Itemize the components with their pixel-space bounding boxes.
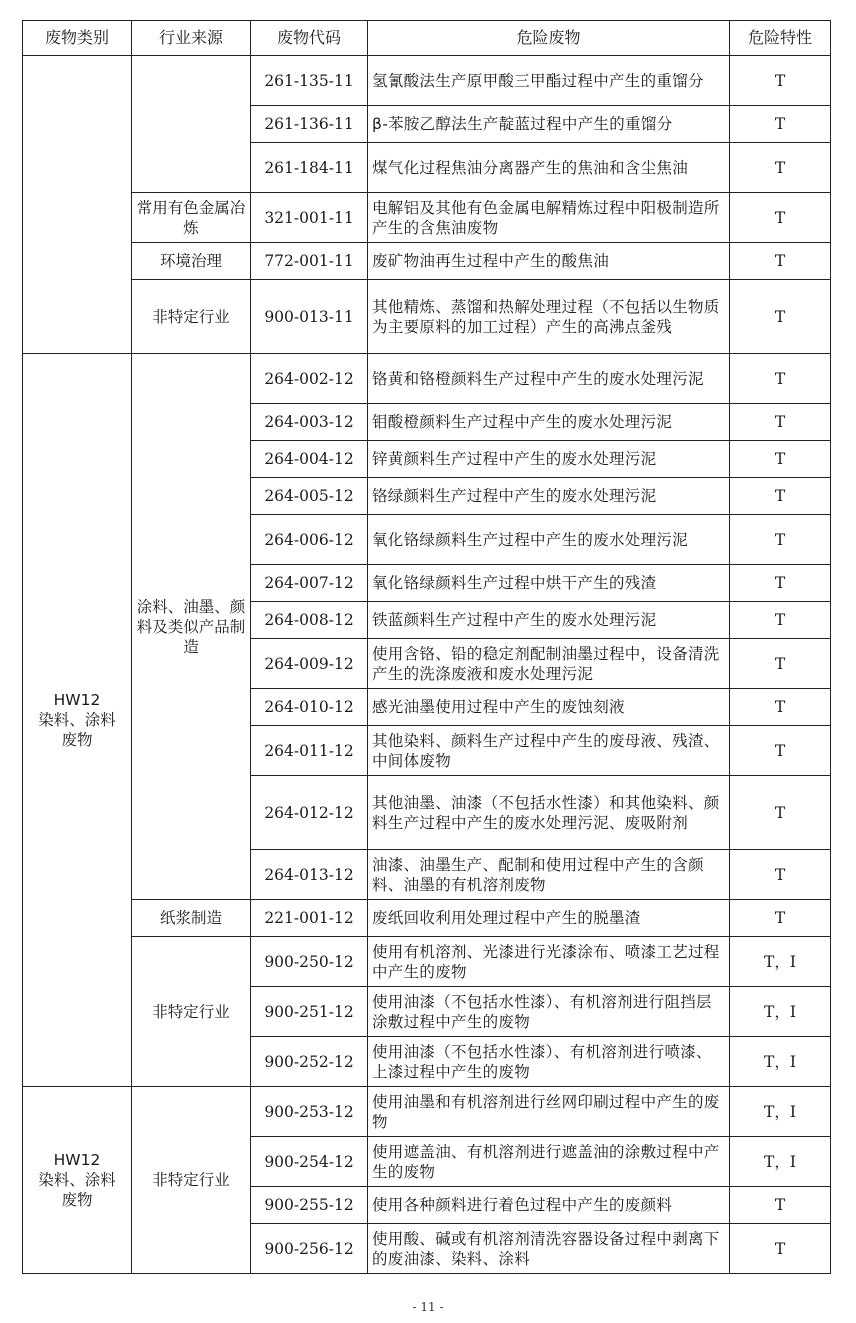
waste-description: 使用有机溶剂、光漆进行光漆涂布、喷漆工艺过程中产生的废物: [368, 937, 730, 987]
waste-code: 900-255-12: [251, 1187, 368, 1224]
header-waste: 危险废物: [368, 21, 730, 56]
waste-description: 使用酸、碱或有机溶剂清洗容器设备过程中剥离下的废油漆、染料、涂料: [368, 1224, 730, 1274]
waste-description: 油漆、油墨生产、配制和使用过程中产生的含颜料、油墨的有机溶剂废物: [368, 850, 730, 900]
hazard-property: T: [730, 193, 831, 243]
hazard-property: T: [730, 143, 831, 193]
hazard-property: T，I: [730, 987, 831, 1037]
hazard-property: T: [730, 565, 831, 602]
waste-code: 261-136-11: [251, 106, 368, 143]
table-row: [23, 193, 831, 243]
waste-description: 铁蓝颜料生产过程中产生的废水处理污泥: [368, 602, 730, 639]
waste-code: 900-254-12: [251, 1137, 368, 1187]
hazardous-waste-table: [22, 20, 831, 1274]
hazard-property: T: [730, 478, 831, 515]
waste-description: 锌黄颜料生产过程中产生的废水处理污泥: [368, 441, 730, 478]
waste-description: 感光油墨使用过程中产生的废蚀刻液: [368, 689, 730, 726]
waste-code: 261-184-11: [251, 143, 368, 193]
hazard-property: T: [730, 689, 831, 726]
waste-description: 使用油漆（不包括水性漆）、有机溶剂进行喷漆、上漆过程中产生的废物: [368, 1037, 730, 1087]
waste-code: 264-012-12: [251, 776, 368, 850]
waste-code: 264-004-12: [251, 441, 368, 478]
table-row: [23, 56, 831, 106]
hazard-property: T，I: [730, 937, 831, 987]
table-row: [23, 354, 831, 404]
hazard-property: T: [730, 243, 831, 280]
source-pulp: 纸浆制造: [132, 900, 251, 937]
hazard-property: T: [730, 441, 831, 478]
category-cell-empty: [23, 56, 132, 354]
waste-code: 772-001-11: [251, 243, 368, 280]
waste-code: 264-013-12: [251, 850, 368, 900]
hazard-property: T: [730, 404, 831, 441]
hazard-property: T: [730, 900, 831, 937]
waste-code: 264-005-12: [251, 478, 368, 515]
header-category: 废物类别: [23, 21, 132, 56]
hazard-property: T: [730, 850, 831, 900]
hazard-property: T: [730, 56, 831, 106]
waste-code: 264-009-12: [251, 639, 368, 689]
source-nonspecific: 非特定行业: [132, 1087, 251, 1274]
page-number: - 11 -: [412, 1300, 444, 1314]
waste-description: 钼酸橙颜料生产过程中产生的废水处理污泥: [368, 404, 730, 441]
table-header-row: [23, 21, 831, 56]
waste-description: 其他油墨、油漆（不包括水性漆）和其他染料、颜料生产过程中产生的废水处理污泥、废吸附剂: [368, 776, 730, 850]
waste-description: 其他精炼、蒸馏和热解处理过程（不包括以生物质为主要原料的加工过程）产生的高沸点釜残: [368, 280, 730, 354]
waste-description: 氧化铬绿颜料生产过程中烘干产生的残渣: [368, 565, 730, 602]
header-code: 废物代码: [251, 21, 368, 56]
waste-code: 900-013-11: [251, 280, 368, 354]
table-row: [23, 1087, 831, 1137]
hazard-property: T: [730, 639, 831, 689]
waste-code: 900-253-12: [251, 1087, 368, 1137]
waste-code: 264-003-12: [251, 404, 368, 441]
header-property: 危险特性: [730, 21, 831, 56]
waste-code: 264-008-12: [251, 602, 368, 639]
hazard-property: T: [730, 1224, 831, 1274]
waste-description: 铬绿颜料生产过程中产生的废水处理污泥: [368, 478, 730, 515]
hazard-property: T: [730, 776, 831, 850]
waste-code: 264-010-12: [251, 689, 368, 726]
waste-code: 264-006-12: [251, 515, 368, 565]
waste-description: 氧化铬绿颜料生产过程中产生的废水处理污泥: [368, 515, 730, 565]
header-source: 行业来源: [132, 21, 251, 56]
source-nonspecific: 非特定行业: [132, 937, 251, 1087]
waste-code: 900-256-12: [251, 1224, 368, 1274]
table-row: [23, 243, 831, 280]
category-hw12: HW12 染料、涂料 废物: [23, 354, 132, 1087]
table-row: [23, 900, 831, 937]
source-nonspecific: 非特定行业: [132, 280, 251, 354]
table-row: [23, 280, 831, 354]
source-paint: 涂料、油墨、颜料及类似产品制造: [132, 354, 251, 900]
source-env: 环境治理: [132, 243, 251, 280]
waste-description: 使用遮盖油、有机溶剂进行遮盖油的涂敷过程中产生的废物: [368, 1137, 730, 1187]
category-hw12: HW12 染料、涂料 废物: [23, 1087, 132, 1274]
waste-description: 煤气化过程焦油分离器产生的焦油和含尘焦油: [368, 143, 730, 193]
hazard-property: T: [730, 1187, 831, 1224]
waste-description: 使用油墨和有机溶剂进行丝网印刷过程中产生的废物: [368, 1087, 730, 1137]
waste-description: 其他染料、颜料生产过程中产生的废母液、残渣、中间体废物: [368, 726, 730, 776]
waste-description: 铬黄和铬橙颜料生产过程中产生的废水处理污泥: [368, 354, 730, 404]
waste-description: 使用油漆（不包括水性漆）、有机溶剂进行阻挡层涂敷过程中产生的废物: [368, 987, 730, 1037]
waste-code: 900-252-12: [251, 1037, 368, 1087]
source-nonferrous: 常用有色金属冶炼: [132, 193, 251, 243]
hazard-property: T: [730, 726, 831, 776]
waste-code: 261-135-11: [251, 56, 368, 106]
waste-code: 264-011-12: [251, 726, 368, 776]
hazard-property: T: [730, 602, 831, 639]
waste-description: 电解铝及其他有色金属电解精炼过程中阳极制造所产生的含焦油废物: [368, 193, 730, 243]
waste-description: 废矿物油再生过程中产生的酸焦油: [368, 243, 730, 280]
waste-description: 氢氰酸法生产原甲酸三甲酯过程中产生的重馏分: [368, 56, 730, 106]
waste-code: 900-251-12: [251, 987, 368, 1037]
waste-description: 使用含铬、铅的稳定剂配制油墨过程中，设备清洗产生的洗涤废液和废水处理污泥: [368, 639, 730, 689]
source-cell-empty: [132, 56, 251, 193]
waste-description: 使用各种颜料进行着色过程中产生的废颜料: [368, 1187, 730, 1224]
table-row: [23, 937, 831, 987]
hazard-property: T: [730, 354, 831, 404]
hazard-property: T，I: [730, 1137, 831, 1187]
hazard-property: T: [730, 106, 831, 143]
waste-code: 264-007-12: [251, 565, 368, 602]
hazard-property: T: [730, 280, 831, 354]
waste-code: 264-002-12: [251, 354, 368, 404]
hazard-property: T，I: [730, 1087, 831, 1137]
hazard-property: T: [730, 515, 831, 565]
waste-code: 221-001-12: [251, 900, 368, 937]
hazard-property: T，I: [730, 1037, 831, 1087]
waste-code: 321-001-11: [251, 193, 368, 243]
waste-description: β-苯胺乙醇法生产靛蓝过程中产生的重馏分: [368, 106, 730, 143]
waste-code: 900-250-12: [251, 937, 368, 987]
waste-description: 废纸回收利用处理过程中产生的脱墨渣: [368, 900, 730, 937]
